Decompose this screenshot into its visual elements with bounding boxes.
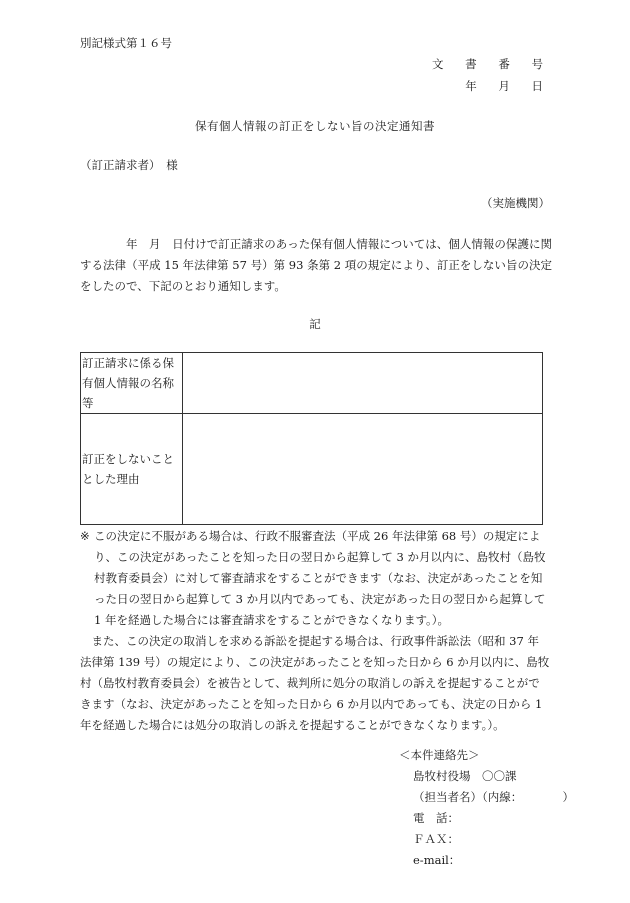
row1-label: 訂正請求に係る保有個人情報の名称等 [81, 353, 183, 414]
info-table [80, 352, 543, 525]
body-text: 年 月 日付けで訂正請求のあった保有個人情報については、個人情報の保護に関する法律（平成 15 年法律第 57 号）第 93 条第 2 項の規定により、訂正をしない旨の決定をしたので、下記のとおり通知します。 [80, 237, 552, 293]
recipient: （訂正請求者） 様 [80, 158, 178, 172]
note-paragraph-1: この決定に不服がある場合は、行政不服審査法（平成 26 年法律第 68 号）の規定により、この決定があったことを知った日の翌日から起算して 3 か月以内に、島牧村（島牧村教育委員会）に対して審査請求をすることができます（なお、決定があったことを知った日の翌日から起算して 3 か月以内であっても、決定があった日の翌日から起算して 1 年を経過した場合には審査請求をすることができなくなります。）。 [94, 529, 546, 627]
form-number: 別記様式第１６号 [80, 36, 172, 50]
contact-block [399, 745, 574, 871]
date-label: 年 月 日 [465, 79, 552, 93]
contact-tel: 電 話： [413, 811, 459, 825]
row2-label: 訂正をしないこととした理由 [81, 414, 183, 525]
contact-heading: ＜本件連絡先＞ [399, 748, 480, 762]
note-mark: ※ [80, 529, 90, 543]
note-paragraph-2: また、この決定の取消しを求める訴訟を提起する場合は、行政事件訴訟法（昭和 37 年法律第 139 号）の規定により、この決定があったことを知った日から 6 か月以内に、島牧村（島牧村教育委員会）を被告として、裁判所に処分の取消しの訴えを提起することができます（なお、決定があったことを知った日から 6 か月以内であっても、決定の日から 1 年を経過した場合には処分の取消しの訴えを提起することができなくなります。）。 [80, 634, 550, 732]
contact-fax: ＦＡＸ： [413, 832, 459, 846]
page-title: 保有個人情報の訂正をしない旨の決定通知書 [195, 119, 435, 133]
contact-person: （担当者名）（内線： ） [413, 790, 574, 804]
contact-email: e-mail： [413, 853, 461, 867]
contact-office: 島牧村役場 〇〇課 [413, 769, 517, 783]
table-row [81, 353, 543, 414]
appeal-note [80, 526, 550, 736]
agency: （実施機関） [481, 196, 550, 210]
body-paragraph [80, 234, 552, 297]
document-info [432, 53, 552, 97]
table-row [81, 414, 543, 525]
doc-number-label: 文 書 番 号 [432, 57, 552, 71]
row1-value [183, 353, 543, 414]
row2-value [183, 414, 543, 525]
ki-heading: 記 [309, 317, 321, 331]
